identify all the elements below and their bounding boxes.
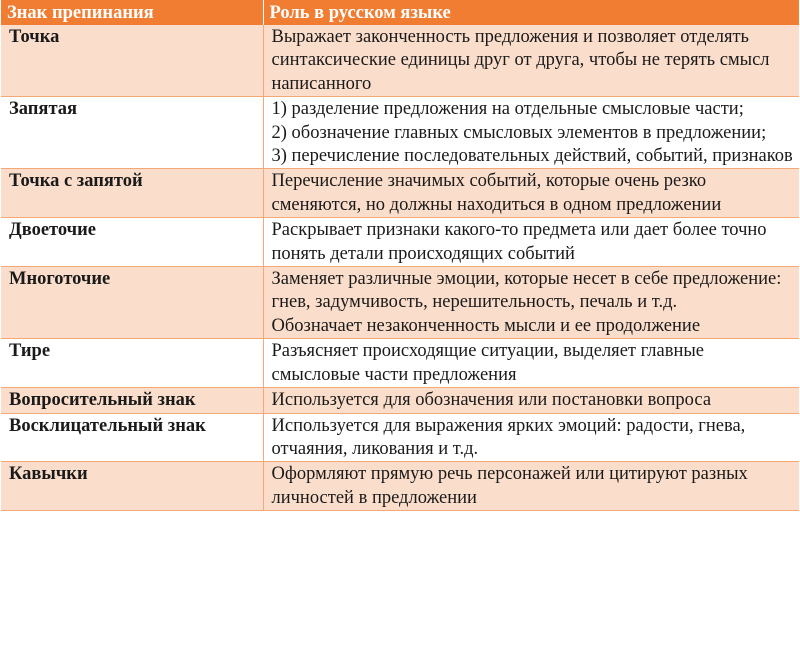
sign-cell: Точка с запятой — [1, 169, 263, 218]
table-row — [1, 413, 799, 462]
sign-cell: Тире — [1, 339, 263, 388]
table-row — [1, 97, 799, 169]
sign-cell: Кавычки — [1, 462, 263, 511]
role-text: 1) разделение предложения на отдельные смысловые части; — [271, 99, 744, 120]
role-text: Используется для обозначения или постановки вопроса — [271, 390, 712, 411]
sign-cell: Многоточие — [1, 267, 263, 339]
sign-cell: Точка — [1, 25, 263, 97]
role-text: 3) перечисление последовательных действий, событий, признаков — [271, 146, 793, 167]
sign-cell: Восклицательный знак — [1, 413, 263, 462]
role-text: Перечисление значимых событий, которые очень резко сменяются, но должны находиться в одном предложении — [271, 171, 722, 215]
role-text: Разъясняет происходящие ситуации, выделяет главные смысловые части предложения — [271, 341, 704, 385]
role-cell — [263, 97, 799, 169]
table-row — [1, 267, 799, 339]
table-row — [1, 169, 799, 218]
sign-cell: Двоеточие — [1, 218, 263, 267]
sign-cell: Запятая — [1, 97, 263, 169]
role-cell — [263, 339, 799, 388]
role-cell — [263, 25, 799, 97]
table-row — [1, 25, 799, 97]
table-header-row — [1, 0, 799, 25]
role-text: Обозначает незаконченность мысли и ее продолжение — [271, 315, 701, 336]
table-row — [1, 388, 799, 413]
role-cell — [263, 462, 799, 511]
role-text: Заменяет различные эмоции, которые несет в себе предложение: гнев, задумчивость, нерешительность, печаль и т.д. — [271, 269, 782, 313]
role-text: Оформляют прямую речь персонажей или цитируют разных личностей в предложении — [271, 464, 748, 508]
table-row — [1, 218, 799, 267]
role-cell — [263, 218, 799, 267]
column-header-sign: Знак препинания — [1, 0, 263, 25]
role-cell — [263, 169, 799, 218]
role-cell — [263, 388, 799, 413]
role-text: Раскрывает признаки какого-то предмета или дает более точно понять детали происходящих событий — [271, 220, 767, 264]
sign-cell: Вопросительный знак — [1, 388, 263, 413]
role-text: Используется для выражения ярких эмоций: радости, гнева, отчаяния, ликования и т.д. — [271, 415, 746, 459]
table-row — [1, 462, 799, 511]
role-cell — [263, 267, 799, 339]
punctuation-table — [1, 0, 799, 511]
column-header-role: Роль в русском языке — [263, 0, 799, 25]
table-row — [1, 339, 799, 388]
role-text: Выражает законченность предложения и позволяет отделять синтаксические единицы друг от друга, чтобы не терять смысл написанного — [271, 27, 770, 94]
role-cell — [263, 413, 799, 462]
role-text: 2) обозначение главных смысловых элементов в предложении; — [271, 122, 767, 143]
